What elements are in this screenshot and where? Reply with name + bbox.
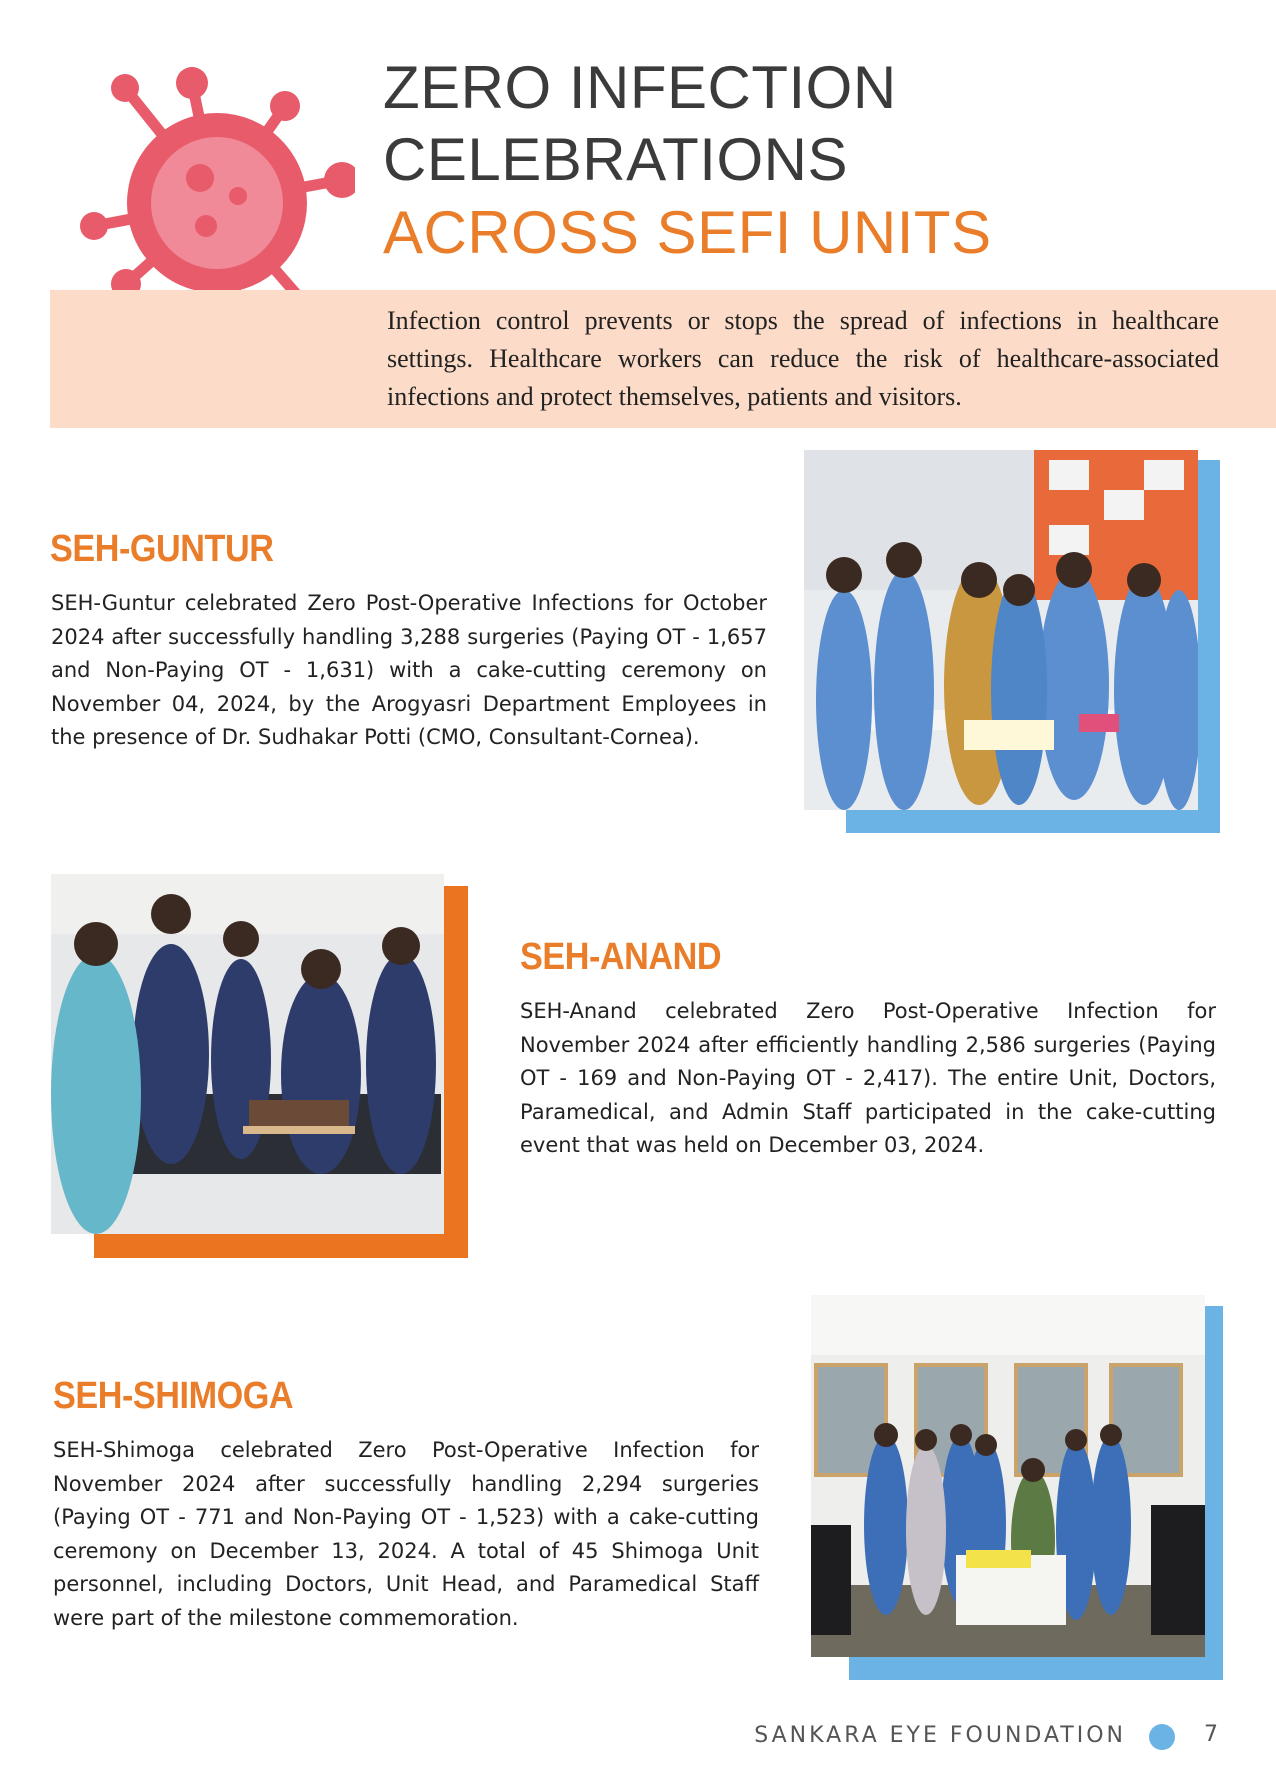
photo-shimoga	[811, 1295, 1205, 1657]
section-title-shimoga: SEH-SHIMOGA	[53, 1375, 294, 1417]
section-body-anand: SEH-Anand celebrated Zero Post-Operative Infection for November 2024 after efficiently handling 2,586 surgeries (Paying OT - 169 and Non-Paying OT - 2,417). The entire Unit, Doctors, Paramedical, and Admin Staff participated in the cake-cutting event that was held on December 03, 2024.	[520, 999, 1216, 1157]
section-body-shimoga: SEH-Shimoga celebrated Zero Post-Operative Infection for November 2024 after successfully handling 2,294 surgeries (Paying OT - 771 and Non-Paying OT - 1,523) with a cake-cutting ceremony on December 13, 2024. A total of 45 Shimoga Unit personnel, including Doctors, Unit Head, and Paramedical Staff were part of the milestone commemoration.	[53, 1438, 759, 1630]
photo-anand	[51, 874, 444, 1234]
dot-icon	[1149, 1724, 1175, 1750]
section-title-anand: SEH-ANAND	[520, 936, 722, 978]
section-body-guntur: SEH-Guntur celebrated Zero Post-Operative Infections for October 2024 after successfully handling 3,288 surgeries (Paying OT - 1,657 and Non-Paying OT - 1,631) with a cake-cutting ceremony on November 04, 2024, by the Arogyasri Department Employees in the presence of Dr. Sudhakar Potti (CMO, Consultant-Cornea).	[51, 591, 767, 749]
section-title-guntur: SEH-GUNTUR	[50, 528, 274, 570]
page-title-line-1: ZERO INFECTION	[383, 54, 897, 121]
photo-guntur	[804, 450, 1198, 810]
page-number: 7	[1204, 1722, 1218, 1747]
page-title-line-2: CELEBRATIONS	[383, 126, 848, 193]
intro-text: Infection control prevents or stops the spread of infections in healthcare settings. Healthcare workers can reduce the risk of healthcare-associated infections and protect themselves, patients and visitors.	[387, 306, 1219, 411]
footer-org-name: SANKARA EYE FOUNDATION	[754, 1723, 1126, 1748]
page-title-line-3: ACROSS SEFI UNITS	[383, 199, 992, 266]
